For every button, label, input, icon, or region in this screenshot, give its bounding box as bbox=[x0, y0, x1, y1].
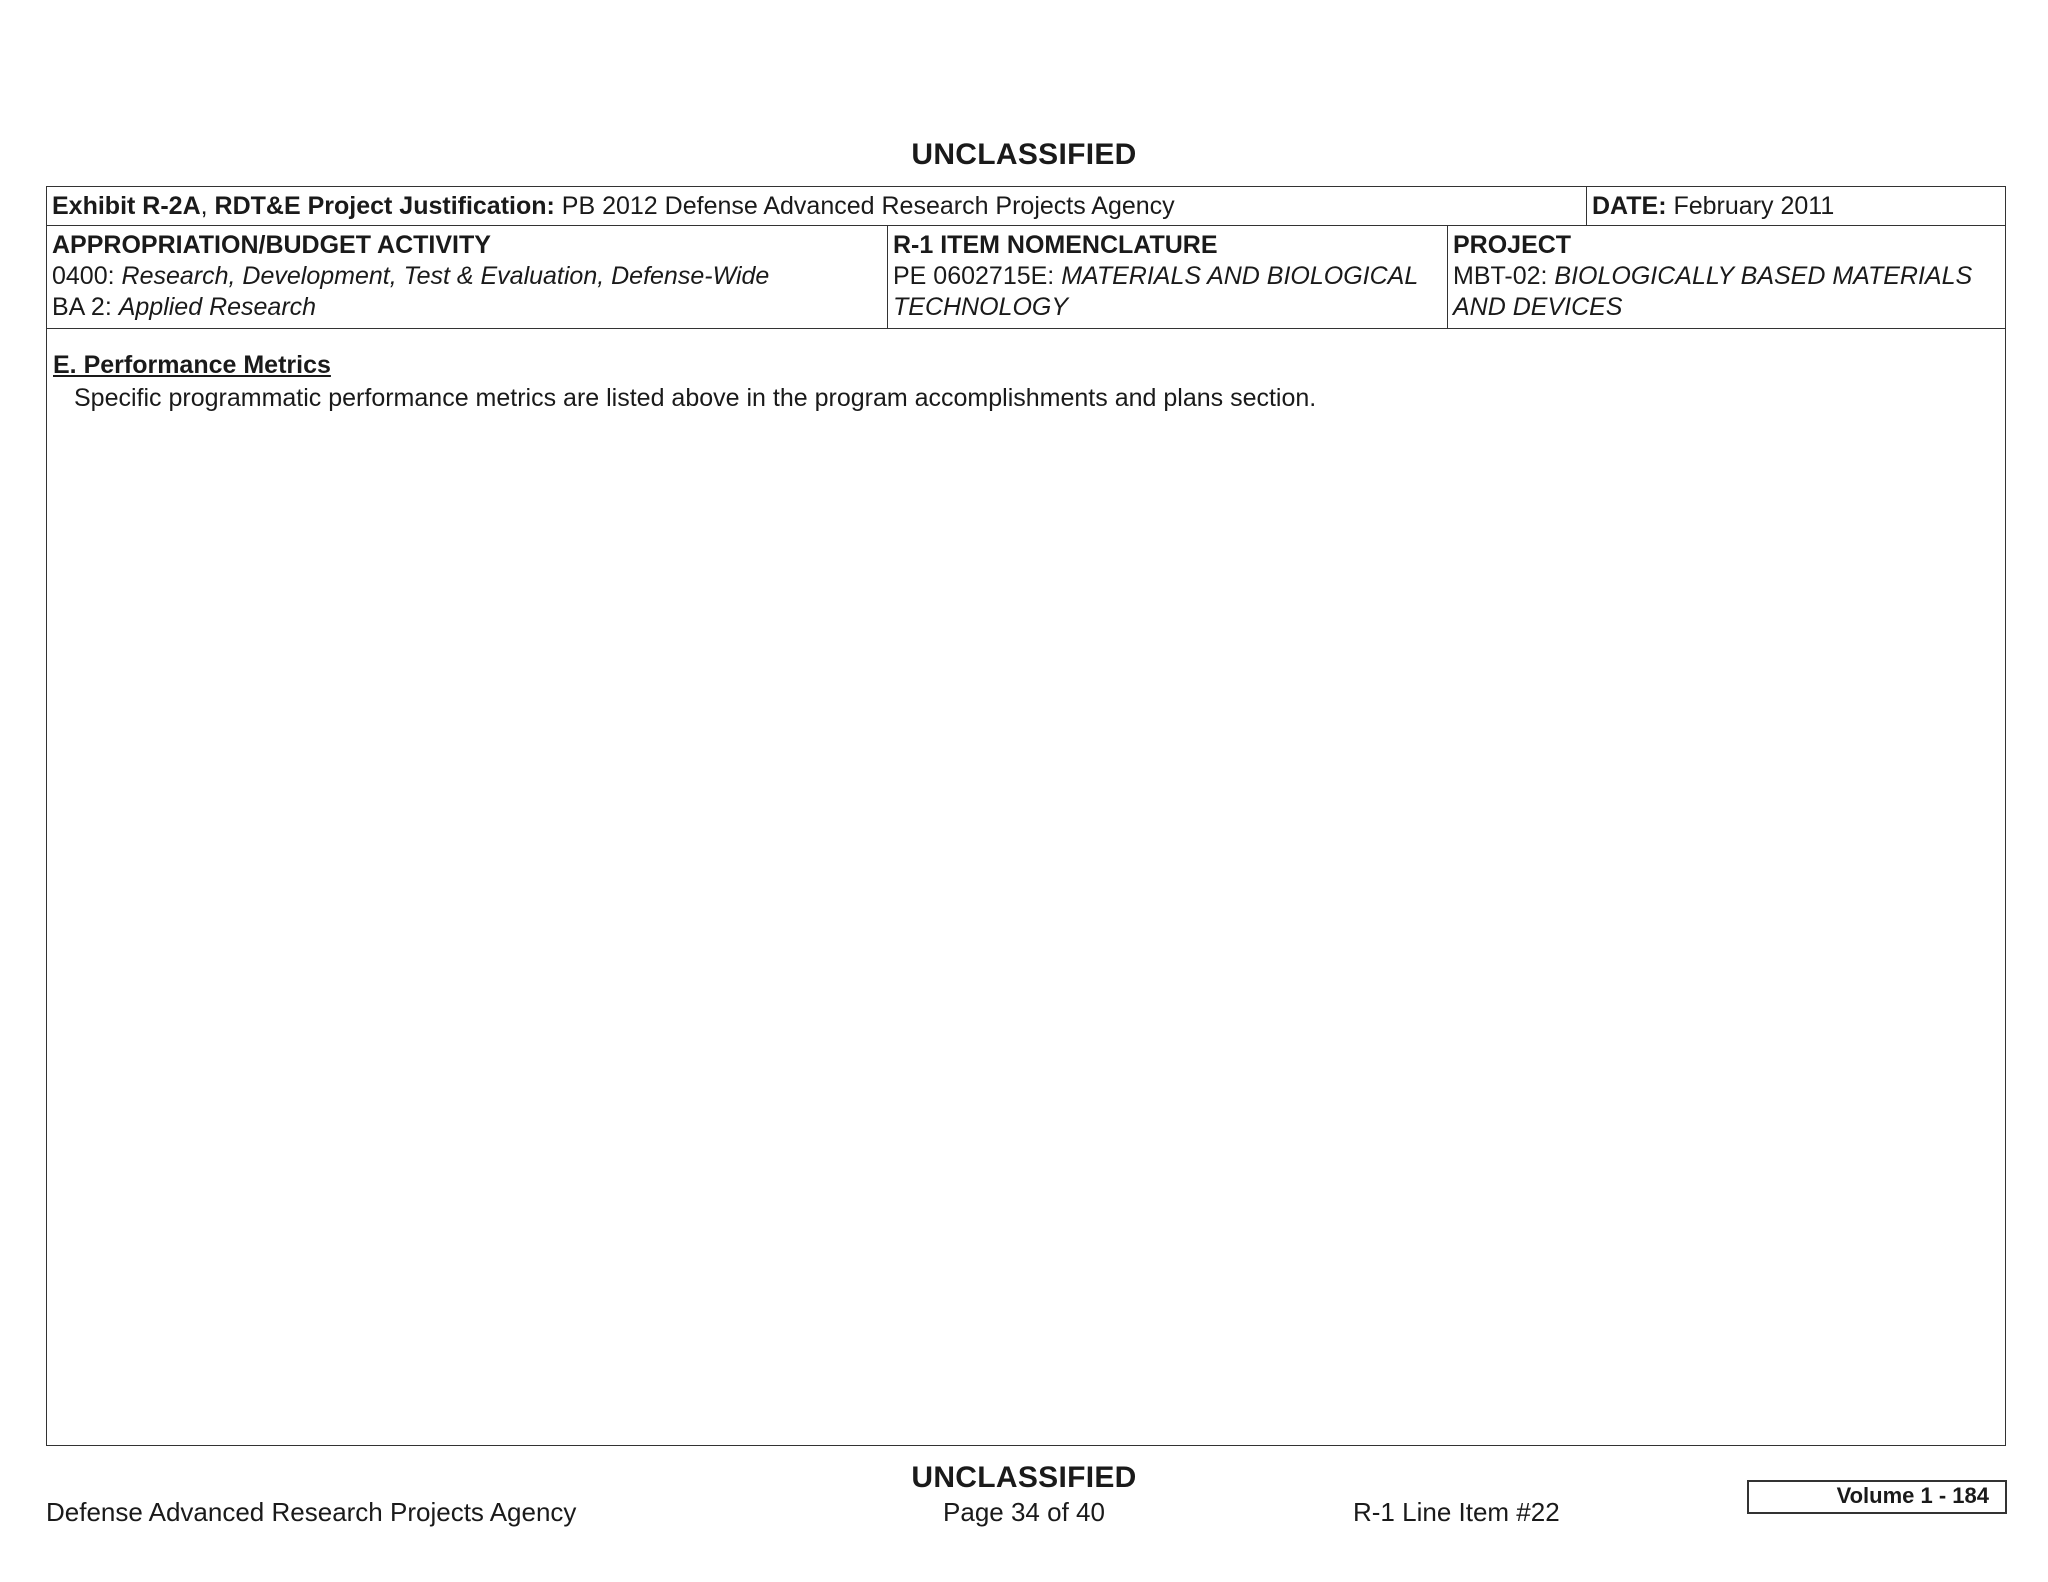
footer-page-number: Page 34 of 40 bbox=[943, 1497, 1105, 1527]
project-code: MBT-02: bbox=[1453, 262, 1555, 290]
budget-activity-line bbox=[52, 292, 882, 323]
date-value: February 2011 bbox=[1666, 192, 1835, 220]
date-label: DATE: bbox=[1592, 192, 1667, 220]
r1-item-line-1 bbox=[893, 261, 1442, 292]
appropriation-code: 0400: bbox=[52, 262, 122, 290]
project-label: PROJECT bbox=[1453, 231, 1572, 259]
exhibit-separator: , bbox=[200, 192, 215, 220]
r1-item-code: PE 0602715E: bbox=[893, 262, 1062, 290]
info-row bbox=[47, 226, 2005, 329]
volume-box: Volume 1 - 184 bbox=[1747, 1480, 2007, 1514]
appropriation-label: APPROPRIATION/BUDGET ACTIVITY bbox=[52, 231, 491, 259]
budget-activity-code: BA 2: bbox=[52, 293, 119, 321]
r1-item-text-1: MATERIALS AND BIOLOGICAL bbox=[1061, 262, 1419, 290]
exhibit-cell bbox=[47, 187, 1587, 225]
exhibit-label: Exhibit R-2A bbox=[52, 192, 201, 220]
r1-item-cell bbox=[888, 226, 1448, 328]
project-cell bbox=[1448, 226, 2005, 328]
appropriation-cell bbox=[47, 226, 888, 328]
appropriation-text: Research, Development, Test & Evaluation, Defense-Wide bbox=[121, 262, 770, 290]
performance-metrics-body: Specific programmatic performance metrics are listed above in the program accomplishments and plans section. bbox=[74, 384, 1317, 412]
justification-value: PB 2012 Defense Advanced Research Projects Agency bbox=[554, 192, 1175, 220]
r1-item-label: R-1 ITEM NOMENCLATURE bbox=[893, 231, 1218, 259]
classification-top: UNCLASSIFIED bbox=[911, 138, 1137, 171]
date-cell bbox=[1587, 187, 2005, 225]
r1-item-text-2: TECHNOLOGY bbox=[893, 293, 1069, 321]
budget-activity-text: Applied Research bbox=[118, 293, 317, 321]
project-line-1 bbox=[1453, 261, 2000, 292]
project-text-2: AND DEVICES bbox=[1453, 293, 1623, 321]
justification-label: RDT&E Project Justification: bbox=[214, 192, 555, 220]
performance-metrics-section bbox=[53, 349, 1993, 415]
project-text-1: BIOLOGICALLY BASED MATERIALS bbox=[1554, 262, 1973, 290]
classification-bottom: UNCLASSIFIED bbox=[911, 1461, 1137, 1494]
header-row bbox=[47, 187, 2005, 226]
exhibit-frame bbox=[46, 186, 2006, 1446]
footer-agency: Defense Advanced Research Projects Agency bbox=[46, 1497, 577, 1527]
performance-metrics-title: E. Performance Metrics bbox=[53, 351, 331, 379]
footer-line-item: R-1 Line Item #22 bbox=[1353, 1497, 1560, 1527]
appropriation-line-1 bbox=[52, 261, 882, 292]
